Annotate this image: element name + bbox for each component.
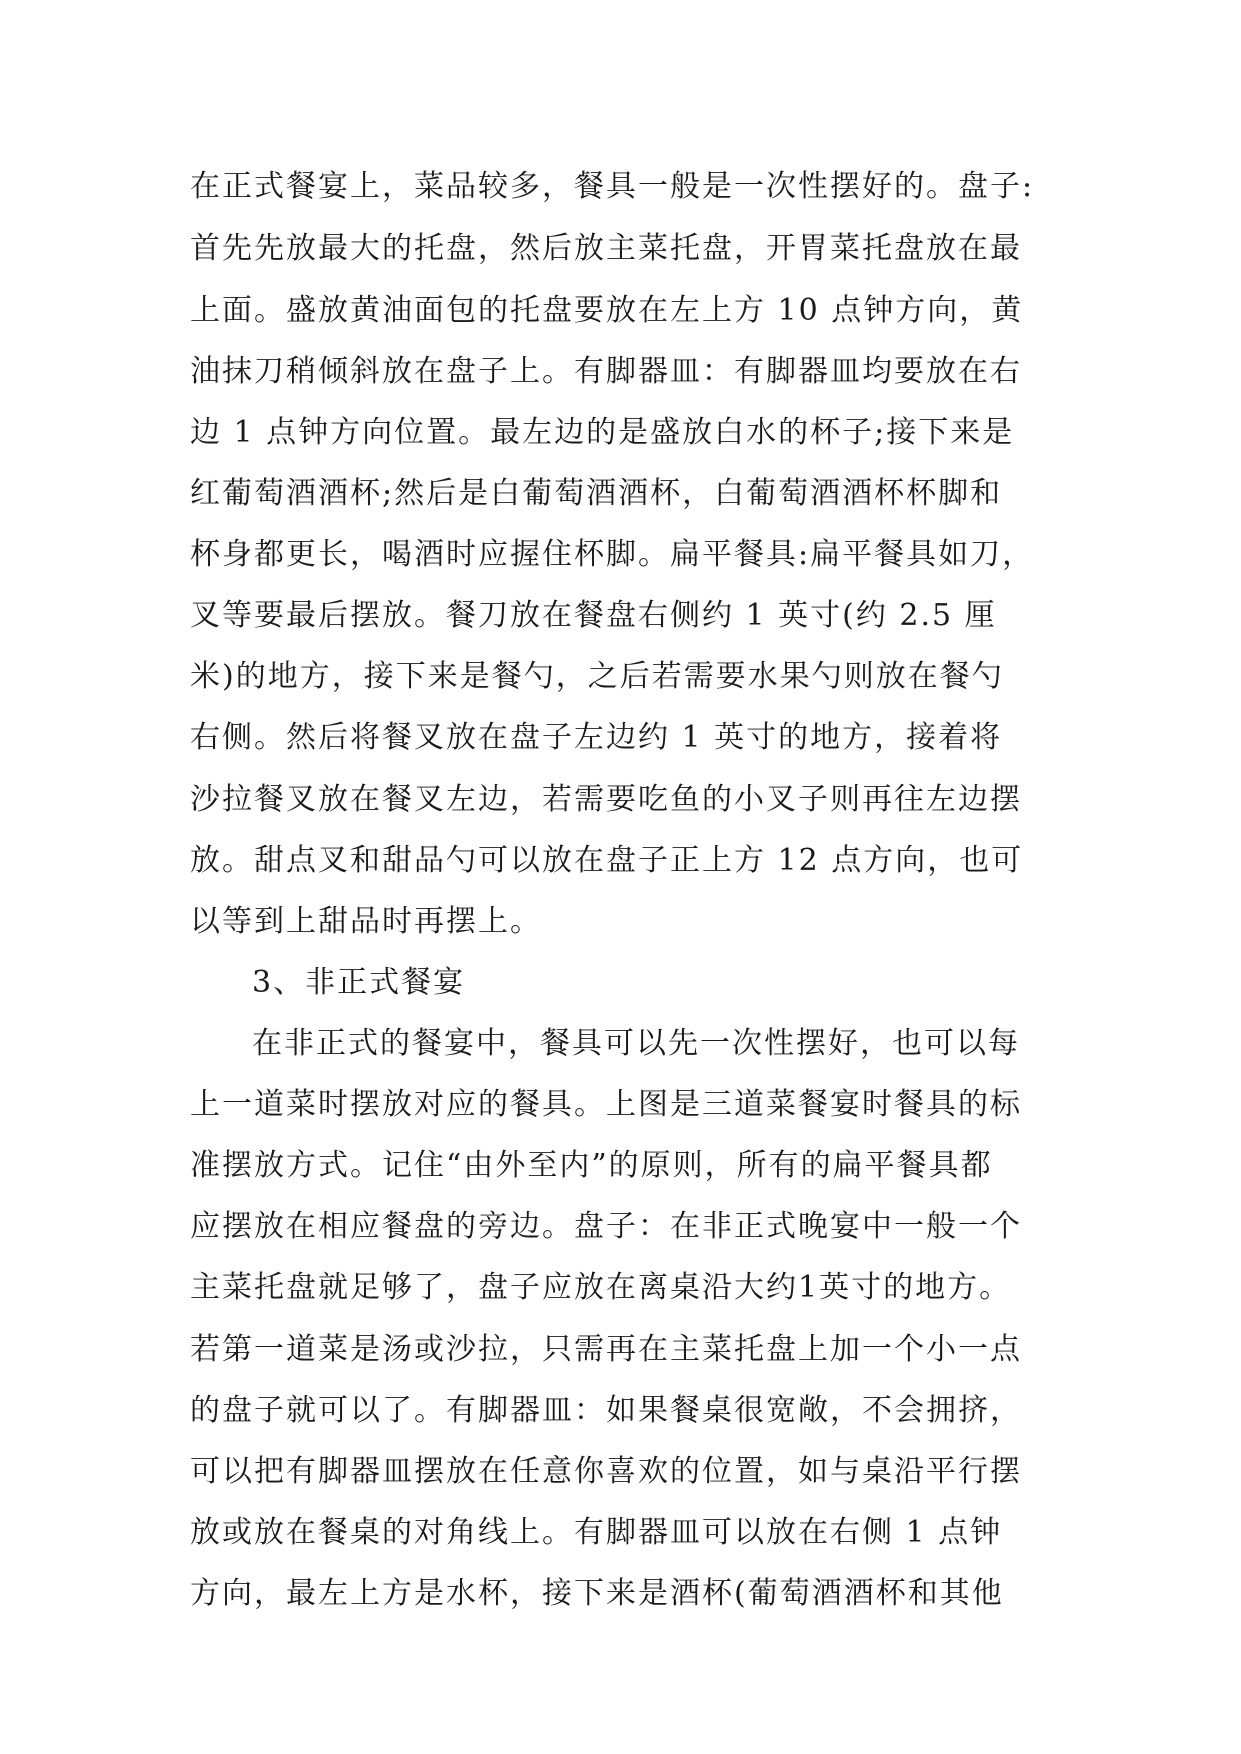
text-line: 在正式餐宴上，菜品较多，餐具一般是一次性摆好的。盘子:	[190, 169, 1035, 204]
text-line: 沙拉餐叉放在餐叉左边，若需要吃鱼的小叉子则再往左边摆	[190, 782, 1022, 817]
section-heading: 3、非正式餐宴	[252, 965, 466, 1000]
text-line: 以等到上甜品时再摆上。	[190, 904, 542, 939]
text-line: 主菜托盘就足够了，盘子应放在离桌沿大约1英寸的地方。	[190, 1270, 1012, 1305]
text-line: 放。甜点叉和甜品勺可以放在盘子正上方 12 点方向，也可	[190, 843, 1024, 878]
text-line: 上面。盛放黄油面包的托盘要放在左上方 10 点钟方向，黄	[190, 293, 1024, 328]
text-line: 方向，最左上方是水杯，接下来是酒杯(葡萄酒酒杯和其他	[190, 1576, 1004, 1611]
text-line: 边 1 点钟方向位置。最左边的是盛放白水的杯子;接下来是	[190, 415, 1015, 450]
text-line: 油抹刀稍倾斜放在盘子上。有脚器皿：有脚器皿均要放在右	[190, 354, 1022, 389]
text-line: 若第一道菜是汤或沙拉，只需再在主菜托盘上加一个小一点	[190, 1332, 1022, 1367]
text-line: 米)的地方，接下来是餐勺，之后若需要水果勺则放在餐勺	[190, 659, 1004, 694]
text-line: 准摆放方式。记住“由外至内”的原则，所有的扁平餐具都	[190, 1148, 993, 1183]
text-line: 上一道菜时摆放对应的餐具。上图是三道菜餐宴时餐具的标	[190, 1087, 1022, 1122]
text-line: 应摆放在相应餐盘的旁边。盘子：在非正式晚宴中一般一个	[190, 1209, 1022, 1244]
text-line: 叉等要最后摆放。餐刀放在餐盘右侧约 1 英寸(约 2.5 厘	[190, 598, 997, 633]
text-line: 右侧。然后将餐叉放在盘子左边约 1 英寸的地方，接着将	[190, 720, 1003, 755]
text-line: 首先先放最大的托盘，然后放主菜托盘，开胃菜托盘放在最	[190, 231, 1022, 266]
text-line: 放或放在餐桌的对角线上。有脚器皿可以放在右侧 1 点钟	[190, 1515, 1003, 1550]
text-line: 在非正式的餐宴中，餐具可以先一次性摆好，也可以每	[252, 1026, 1020, 1061]
text-line: 杯身都更长，喝酒时应握住杯脚。扁平餐具:扁平餐具如刀，	[190, 537, 1035, 572]
text-line: 红葡萄酒酒杯;然后是白葡萄酒酒杯，白葡萄酒酒杯杯脚和	[190, 476, 1003, 511]
text-line: 可以把有脚器皿摆放在任意你喜欢的位置，如与桌沿平行摆	[190, 1454, 1022, 1489]
text-line: 的盘子就可以了。有脚器皿：如果餐桌很宽敞，不会拥挤，	[190, 1393, 1022, 1428]
